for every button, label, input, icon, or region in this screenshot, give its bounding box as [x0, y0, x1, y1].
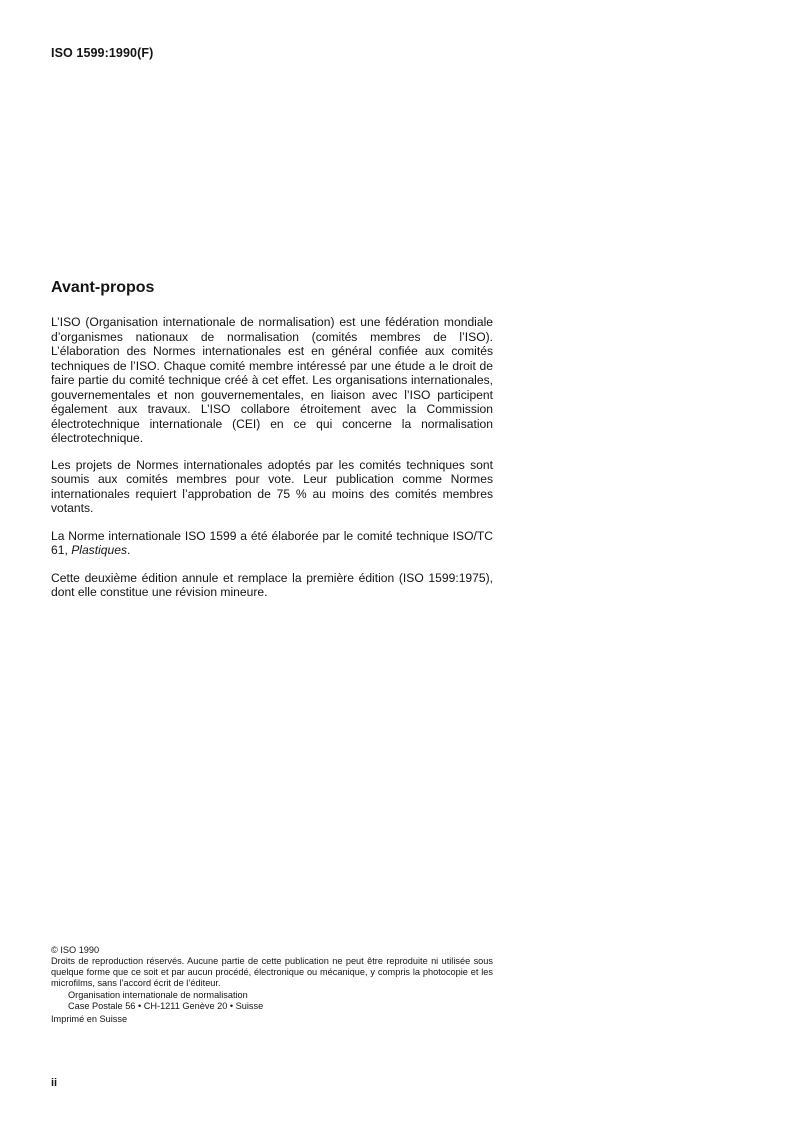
foreword-paragraph-1: L’ISO (Organisation internationale de normalisation) est une fédération mondiale d’organismes nationaux de normalisation (comités membres de l’ISO). L’élaboration des Normes internationales est en général confiée aux comités techniques de l’ISO. Chaque comité membre intéressé par une étude a le droit de faire partie du comité technique créé à cet effet. Les organisations internationales, gouvernementales et non gouvernementales, en liaison avec l’ISO participent également aux travaux. L’ISO collabore étroitement avec la Commission électrotechnique internationale (CEI) en ce qui concerne la normalisation électrotechnique.: [51, 315, 493, 445]
document-identifier: ISO 1599:1990(F): [51, 46, 154, 60]
rights-statement: Droits de reproduction réservés. Aucune partie de cette publication ne peut être reproduite ni utilisée sous quelque forme que ce soit et par aucun procédé, électronique ou mécanique, y compris la photocopie et les microfilms, sans l’accord écrit de l’éditeur.: [51, 956, 493, 988]
org-name: Organisation internationale de normalisation: [68, 990, 248, 1000]
section-title: Avant-propos: [51, 279, 155, 296]
foreword-paragraph-3: [51, 529, 493, 558]
paragraph-3-end: .: [127, 543, 131, 557]
copyright-notice: [51, 945, 493, 1025]
foreword-paragraph-2: Les projets de Normes internationales adoptés par les comités techniques sont soumis aux comités membres pour vote. Leur publication comme Normes internationales requiert l’approbation de 75 % au moins des comités membres votants.: [51, 457, 493, 515]
copyright-line: © ISO 1990: [51, 945, 100, 955]
foreword-paragraph-4: Cette deuxième édition annule et remplace la première édition (ISO 1599:1975), dont elle constitue une révision mineure.: [51, 570, 493, 599]
org-address: Case Postale 56 • CH-1211 Genève 20 • Suisse: [68, 1001, 264, 1011]
printed-in: Imprimé en Suisse: [51, 1014, 128, 1024]
paragraph-3-text: La Norme internationale ISO 1599 a été élaborée par le comité technique ISO/TC 61,: [51, 528, 493, 557]
page-number: ii: [51, 1077, 58, 1089]
committee-name: Plastiques: [71, 543, 127, 557]
publisher-address: [51, 990, 493, 1012]
foreword-body: [51, 315, 493, 613]
